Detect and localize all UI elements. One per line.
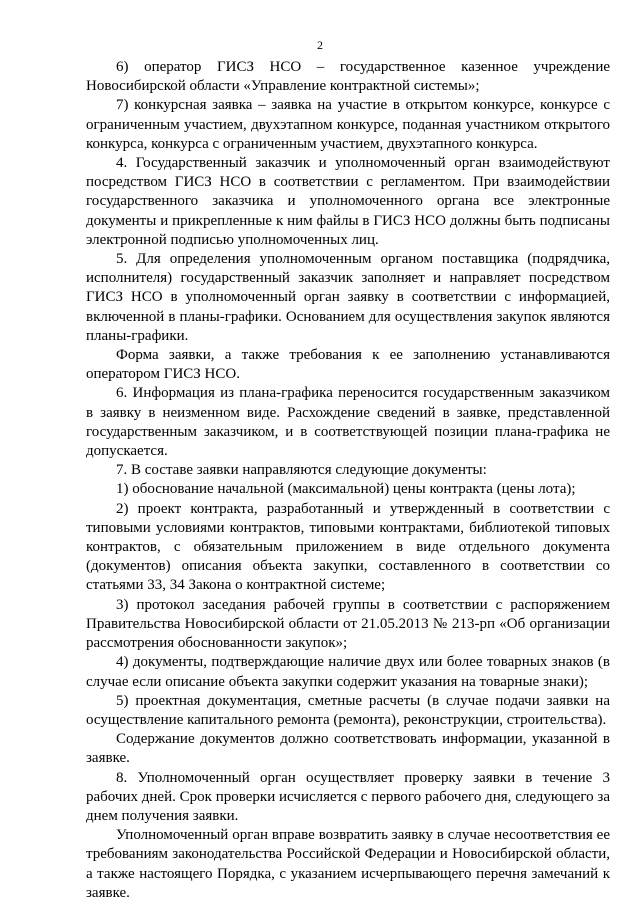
paragraph-item-7-competitive-bid: 7) конкурсная заявка – заявка на участие в открытом конкурсе, конкурсе с ограниченным участием, двухэтапном конкурсе, поданная участником открытого конкурса, конкурса с ограниченным участием, двухэтапного конкурса.	[86, 97, 610, 152]
paragraph-section-6: 6. Информация из плана-графика переносится государственным заказчиком в заявку в неизменном виде. Расхождение сведений в заявке, представленной государственным заказчиком, и в соответствующей позиции плана-графика не допускается.	[86, 385, 610, 460]
page-number: 2	[317, 38, 323, 52]
list-item-2-draft-contract: 2) проект контракта, разработанный и утвержденный в соответствии с типовыми условиями контрактов, типовыми контрактами, библиотекой типовых контрактов, с обязательным приложением в виде отдельного документа (документов) описания объекта закупки, составленного в соответствии со статьями 33, 34 Закона о контрактной системе;	[86, 500, 610, 594]
paragraph-document-content: Содержание документов должно соответствовать информации, указанной в заявке.	[86, 731, 610, 767]
document-body	[86, 58, 610, 903]
paragraph-section-4: 4. Государственный заказчик и уполномоченный орган взаимодействуют посредством ГИСЗ НСО в соответствии с регламентом. При взаимодействии государственного заказчика и уполномоченного органа все электронные документы и прикрепленные к ним файлы в ГИСЗ НСО должны быть подписаны электронной подписью уполномоченных лиц.	[86, 155, 610, 248]
paragraph-return-of-application: Уполномоченный орган вправе возвратить заявку в случае несоответствия ее требованиям законодательства Российской Федерации и Новосибирской области, а также настоящего Порядка, с указанием исчерпывающего перечня замечаний к заявке.	[86, 827, 610, 901]
list-item-3-working-group-protocol: 3) протокол заседания рабочей группы в соответствии с распоряжением Правительства Новосибирской области от 21.05.2013 № 213-рп «Об организации рассмотрения обоснованности закупок»;	[86, 596, 610, 652]
paragraph-section-7: 7. В составе заявки направляются следующие документы:	[116, 462, 487, 479]
list-item-4-trademark-documents: 4) документы, подтверждающие наличие двух или более товарных знаков (в случае если описание объекта закупки содержит указания на товарные знаки);	[86, 654, 610, 690]
list-item-1-price-justification: 1) обоснование начальной (максимальной) цены контракта (цены лота);	[116, 481, 576, 498]
paragraph-form-requirements: Форма заявки, а также требования к ее заполнению устанавливаются оператором ГИСЗ НСО.	[86, 347, 610, 383]
paragraph-section-8: 8. Уполномоченный орган осуществляет проверку заявки в течение 3 рабочих дней. Срок проверки исчисляется с первого рабочего дня, следующего за днем получения заявки.	[86, 769, 610, 824]
paragraph-item-6-operator: 6) оператор ГИСЗ НСО – государственное казенное учреждение Новосибирской области «Управление контрактной системы»;	[86, 59, 610, 95]
list-item-5-project-documentation: 5) проектная документация, сметные расчеты (в случае подачи заявки на осуществление капитального ремонта (ремонта), реконструкции, строительства).	[86, 692, 610, 728]
paragraph-section-5: 5. Для определения уполномоченным органом поставщика (подрядчика, исполнителя) государственный заказчик заполняет и направляет посредством ГИСЗ НСО в уполномоченный орган заявку в соответствии с информацией, включенной в планы-графики. Основанием для осуществления закупок являются планы-графики.	[86, 251, 610, 344]
